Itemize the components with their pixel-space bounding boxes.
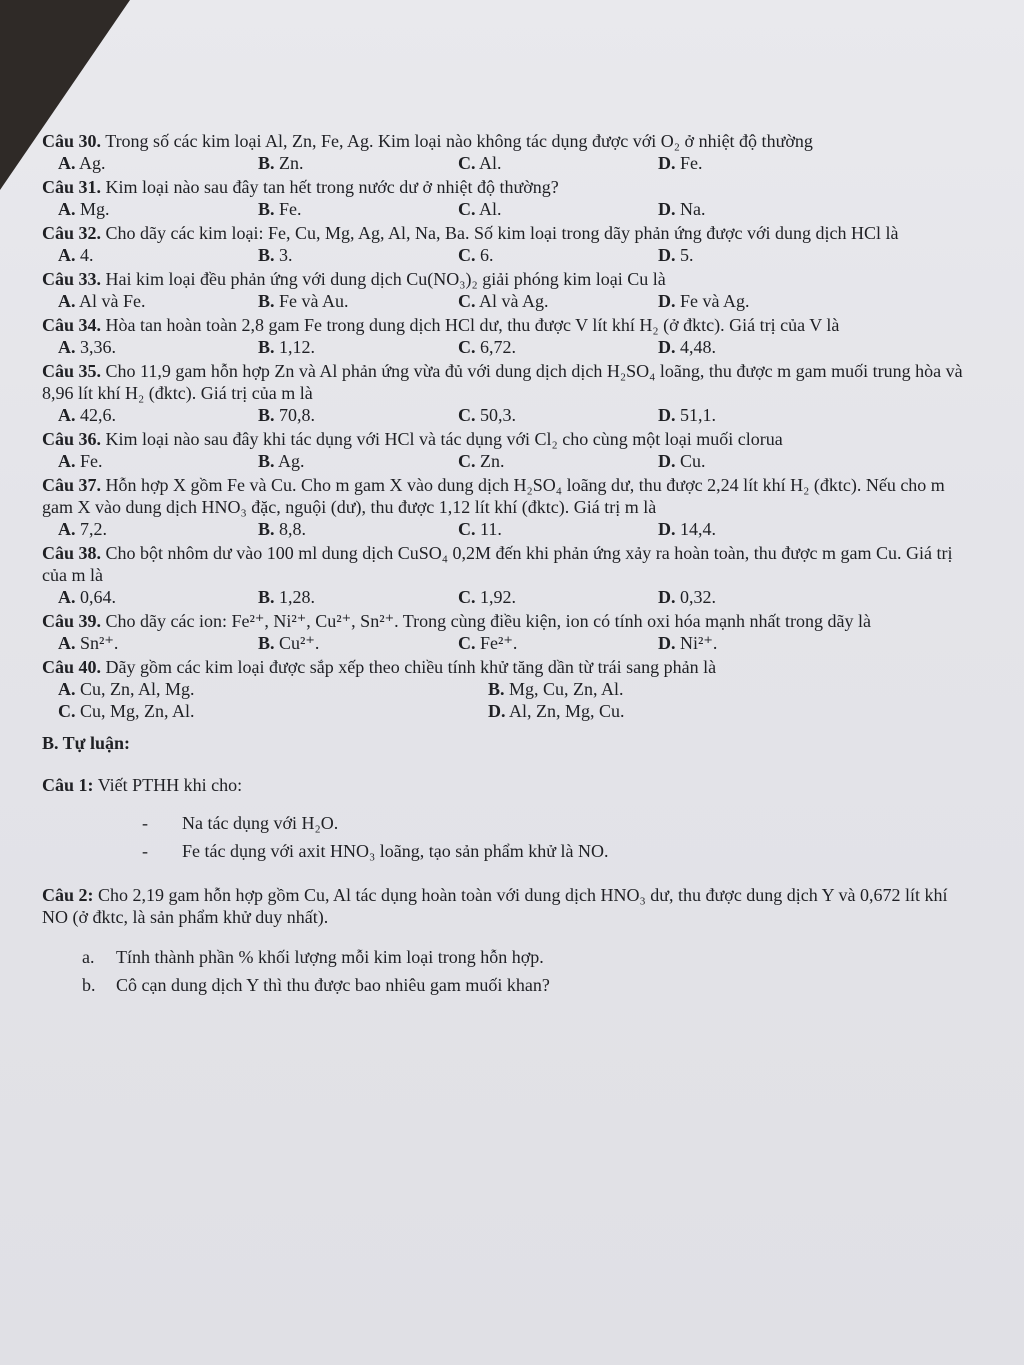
option-d: D. Na. <box>658 199 706 219</box>
option-d: D. 4,48. <box>658 337 716 357</box>
option-d: D. 0,32. <box>658 587 716 607</box>
question-37 <box>42 474 972 540</box>
answer-options <box>42 290 972 312</box>
question-text: Hòa tan hoàn toàn 2,8 gam Fe trong dung dịch HCl dư, thu được V lít khí H₂ (ở đktc). Giá trị của V là <box>105 315 840 335</box>
essay-question-2 <box>42 884 972 996</box>
option-a: A. 3,36. <box>58 337 116 357</box>
option-d: D. 51,1. <box>658 405 716 425</box>
option-b: B. 70,8. <box>258 405 316 425</box>
question-39 <box>42 610 972 654</box>
option-c: C. Fe²⁺. <box>458 633 518 653</box>
answer-options <box>42 336 972 358</box>
answer-options <box>42 198 972 220</box>
answer-options <box>42 450 972 472</box>
option-d: D. Cu. <box>658 451 706 471</box>
question-number: Câu 37. <box>42 475 102 495</box>
option-b: B. Mg, Cu, Zn, Al. <box>488 679 624 699</box>
option-d: D. 14,4. <box>658 519 716 539</box>
question-number: Câu 36. <box>42 429 102 449</box>
option-d: D. Fe và Ag. <box>658 291 750 311</box>
sub-question-a: a. Tính thành phần % khối lượng mỗi kim loại trong hỗn hợp. <box>82 947 544 967</box>
answer-options <box>42 586 972 608</box>
question-text: Cho dãy các kim loại: Fe, Cu, Mg, Ag, Al, Na, Ba. Số kim loại trong dãy phản ứng được với dung dịch HCl là <box>105 223 899 243</box>
sub-question-list <box>42 946 972 996</box>
question-number: Câu 30. <box>42 131 102 151</box>
answer-options <box>42 678 972 722</box>
bullet-item: - Fe tác dụng với axit HNO₃ loãng, tạo sản phẩm khử là NO. <box>142 841 609 861</box>
option-b: B. 8,8. <box>258 519 307 539</box>
question-30 <box>42 130 972 174</box>
question-31 <box>42 176 972 220</box>
option-a: A. Cu, Zn, Al, Mg. <box>58 679 195 699</box>
option-c: C. 6,72. <box>458 337 516 357</box>
question-32 <box>42 222 972 266</box>
question-text: Dãy gồm các kim loại được sắp xếp theo chiều tính khử tăng dần từ trái sang phản là <box>105 657 717 677</box>
option-a: A. Mg. <box>58 199 110 219</box>
option-a: A. Al và Fe. <box>58 291 146 311</box>
bullet-item: - Na tác dụng với H₂O. <box>142 813 339 833</box>
option-b: B. Fe và Au. <box>258 291 349 311</box>
option-b: B. Fe. <box>258 199 302 219</box>
question-number: Câu 1: <box>42 775 94 795</box>
question-text: Viết PTHH khi cho: <box>97 775 243 795</box>
option-a: A. 7,2. <box>58 519 107 539</box>
option-a: A. Fe. <box>58 451 103 471</box>
option-b: B. 1,28. <box>258 587 316 607</box>
question-34 <box>42 314 972 358</box>
question-35 <box>42 360 972 426</box>
question-number: Câu 31. <box>42 177 102 197</box>
option-c: C. Zn. <box>458 451 505 471</box>
option-b: B. Cu²⁺. <box>258 633 320 653</box>
option-c: C. Al và Ag. <box>458 291 549 311</box>
option-a: A. 42,6. <box>58 405 116 425</box>
question-38 <box>42 542 972 608</box>
option-d: D. Ni²⁺. <box>658 633 718 653</box>
question-33 <box>42 268 972 312</box>
option-a: A. 4. <box>58 245 94 265</box>
option-d: D. Fe. <box>658 153 703 173</box>
essay-question-1 <box>42 774 972 862</box>
answer-options <box>42 152 972 174</box>
question-text: Cho 11,9 gam hỗn hợp Zn và Al phản ứng vừa đủ với dung dịch dịch H₂SO₄ loãng, thu được m gam muối trung hòa và 8,96 lít khí H₂ (đktc). Giá trị của m là <box>42 361 963 403</box>
option-a: A. Sn²⁺. <box>58 633 119 653</box>
option-b: B. Zn. <box>258 153 304 173</box>
question-text: Kim loại nào sau đây tan hết trong nước dư ở nhiệt độ thường? <box>105 177 559 197</box>
question-number: Câu 38. <box>42 543 102 563</box>
question-number: Câu 34. <box>42 315 102 335</box>
option-b: B. Ag. <box>258 451 305 471</box>
answer-options <box>42 244 972 266</box>
question-number: Câu 32. <box>42 223 102 243</box>
question-text: Cho bột nhôm dư vào 100 ml dung dịch CuSO₄ 0,2M đến khi phản ứng xảy ra hoàn toàn, thu được m gam Cu. Giá trị của m là <box>42 543 953 585</box>
answer-options <box>42 518 972 540</box>
question-number: Câu 39. <box>42 611 102 631</box>
section-heading: B. Tự luận: <box>42 733 131 753</box>
question-40 <box>42 656 972 722</box>
question-text: Hai kim loại đều phản ứng với dung dịch Cu(NO₃)₂ giải phóng kim loại Cu là <box>105 269 666 289</box>
option-c: C. Al. <box>458 199 502 219</box>
option-c: C. Al. <box>458 153 502 173</box>
option-a: A. 0,64. <box>58 587 116 607</box>
question-text: Cho dãy các ion: Fe²⁺, Ni²⁺, Cu²⁺, Sn²⁺. Trong cùng điều kiện, ion có tính oxi hóa mạnh nhất trong dãy là <box>105 611 872 631</box>
option-b: B. 1,12. <box>258 337 316 357</box>
question-number: Câu 35. <box>42 361 102 381</box>
answer-options <box>42 632 972 654</box>
question-number: Câu 40. <box>42 657 102 677</box>
option-c: C. 1,92. <box>458 587 516 607</box>
option-d: D. Al, Zn, Mg, Cu. <box>488 701 625 721</box>
question-36 <box>42 428 972 472</box>
option-d: D. 5. <box>658 245 694 265</box>
sub-question-b: b. Cô cạn dung dịch Y thì thu được bao nhiêu gam muối khan? <box>82 975 550 995</box>
question-text: Kim loại nào sau đây khi tác dụng với HCl và tác dụng với Cl₂ cho cùng một loại muối clorua <box>105 429 783 449</box>
bullet-list <box>42 812 972 862</box>
option-c: C. 6. <box>458 245 494 265</box>
option-c: C. 11. <box>458 519 502 539</box>
question-text: Hỗn hợp X gồm Fe và Cu. Cho m gam X vào dung dịch H₂SO₄ loãng dư, thu được 2,24 lít khí H₂ (đktc). Nếu cho m gam X vào dung dịch HNO₃ đặc, nguội (dư), thu được 1,12 lít khí (đktc). Giá trị m là <box>42 475 945 517</box>
option-c: C. Cu, Mg, Zn, Al. <box>58 701 195 721</box>
question-number: Câu 2: <box>42 885 94 905</box>
question-number: Câu 33. <box>42 269 102 289</box>
option-a: A. Ag. <box>58 153 106 173</box>
exam-page <box>42 130 972 1002</box>
option-c: C. 50,3. <box>458 405 516 425</box>
answer-options <box>42 404 972 426</box>
option-b: B. 3. <box>258 245 293 265</box>
question-text: Cho 2,19 gam hỗn hợp gồm Cu, Al tác dụng hoàn toàn với dung dịch HNO₃ dư, thu được dung dịch Y và 0,672 lít khí NO (ở đktc, là sản phẩm khử duy nhất). <box>42 885 948 927</box>
question-text: Trong số các kim loại Al, Zn, Fe, Ag. Kim loại nào không tác dụng được với O₂ ở nhiệt độ thường <box>105 131 813 151</box>
